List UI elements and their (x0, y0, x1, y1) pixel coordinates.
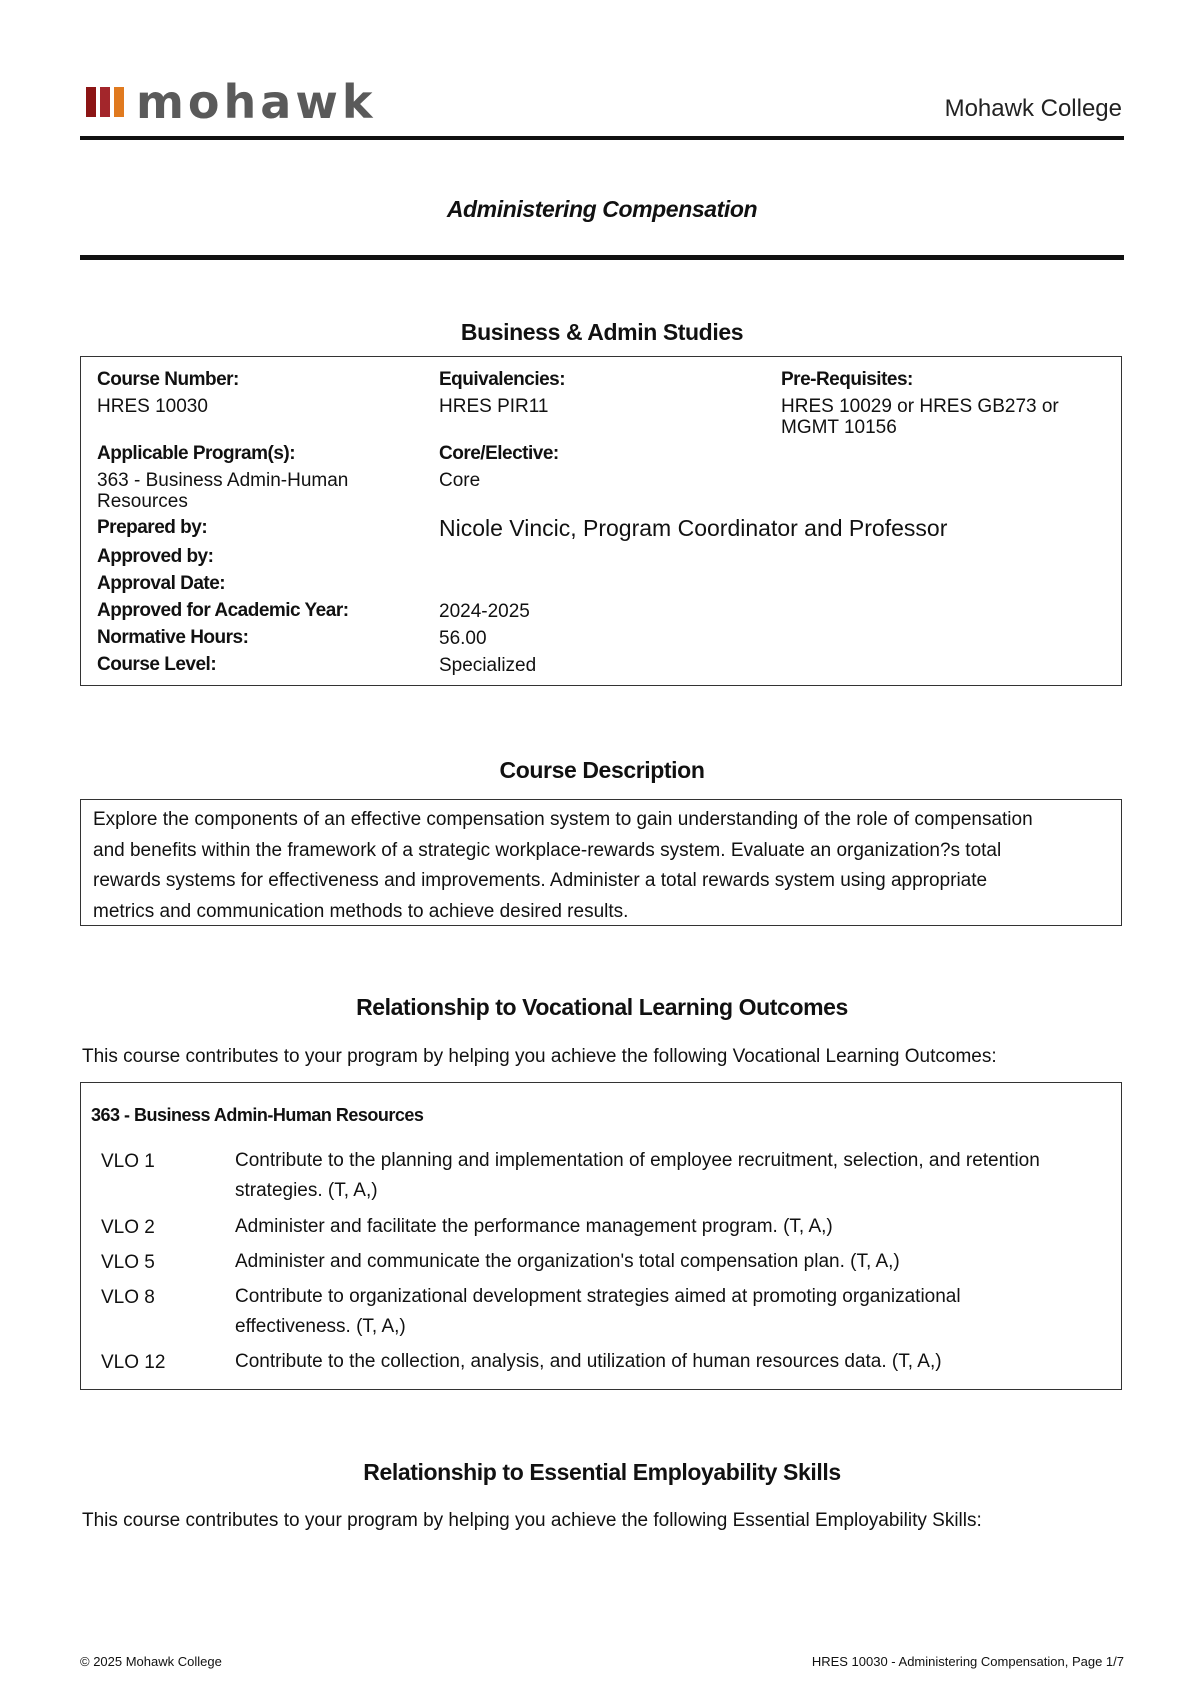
ees-intro: This course contributes to your program by helping you achieve the following Essential Employability Skills: (82, 1510, 982, 1531)
equivalencies-value: HRES PIR11 (439, 396, 549, 417)
course-description-heading: Course Description (499, 757, 705, 783)
core-elective-value: Core (439, 470, 481, 491)
org-name: Mohawk College (944, 95, 1122, 122)
programs-label: Applicable Program(s): (97, 443, 296, 464)
course-number-label: Course Number: (97, 369, 239, 390)
academic-year-value: 2024-2025 (439, 601, 530, 622)
vlo-text-line: Administer and communicate the organization's total compensation plan. (T, A,) (235, 1251, 900, 1272)
description-line: and benefits within the framework of a strategic workplace-rewards system. Evaluate an organization?s total (93, 839, 1002, 861)
vlo-text (235, 1347, 1105, 1377)
prerequisites-value-line1: HRES 10029 or HRES GB273 or (781, 396, 1059, 417)
vlo-text-line: effectiveness. (T, A,) (235, 1316, 406, 1337)
description-line: metrics and communication methods to achieve desired results. (93, 900, 629, 922)
vlo-text (235, 1282, 1105, 1342)
ees-heading: Relationship to Essential Employability Skills (363, 1459, 841, 1485)
logo-bar-1 (86, 87, 96, 117)
course-level-label: Course Level: (97, 654, 217, 675)
vlo-text-line: Contribute to the planning and implementation of employee recruitment, selection, and retention (235, 1150, 1040, 1171)
vlo-intro: This course contributes to your program by helping you achieve the following Vocational Learning Outcomes: (82, 1046, 997, 1067)
vlo-box (80, 1082, 1122, 1390)
course-number-value: HRES 10030 (97, 396, 208, 417)
vlo-text-line: Administer and facilitate the performance management program. (T, A,) (235, 1216, 833, 1237)
programs-value-line2: Resources (97, 491, 188, 512)
vlo-code: VLO 8 (101, 1287, 155, 1308)
prerequisites-value-line2: MGMT 10156 (781, 417, 897, 438)
prepared-by-label: Prepared by: (97, 517, 208, 538)
vlo-text (235, 1247, 1105, 1277)
programs-value-line1: 363 - Business Admin-Human (97, 470, 349, 491)
vlo-code: VLO 1 (101, 1151, 155, 1172)
vlo-code: VLO 12 (101, 1352, 166, 1373)
approval-date-label: Approval Date: (97, 573, 226, 594)
normative-hours-label: Normative Hours: (97, 627, 249, 648)
vlo-program-title: 363 - Business Admin-Human Resources (91, 1105, 424, 1125)
vlo-text-line: Contribute to organizational development strategies aimed at promoting organizational (235, 1286, 961, 1307)
course-level-value: Specialized (439, 655, 537, 676)
footer-copyright: © 2025 Mohawk College (80, 1654, 222, 1669)
mohawk-logo (86, 75, 377, 129)
approved-by-label: Approved by: (97, 546, 214, 567)
vlo-text (235, 1146, 1105, 1206)
vlo-text-line: strategies. (T, A,) (235, 1180, 378, 1201)
course-description-box (80, 799, 1122, 926)
vlo-text-line: Contribute to the collection, analysis, and utilization of human resources data. (T, A,) (235, 1351, 942, 1372)
course-title: Administering Compensation (446, 196, 758, 222)
logo-wordmark: mohawk (136, 75, 377, 129)
title-divider (80, 255, 1124, 260)
description-line: rewards systems for effectiveness and improvements. Administer a total rewards system using appropriate (93, 870, 988, 891)
vlo-text (235, 1212, 1105, 1242)
equivalencies-label: Equivalencies: (439, 369, 566, 390)
header-divider (80, 136, 1124, 140)
vlo-heading: Relationship to Vocational Learning Outcomes (356, 994, 848, 1020)
vlo-code: VLO 2 (101, 1217, 155, 1238)
logo-bar-2 (100, 87, 110, 117)
description-line: Explore the components of an effective compensation system to gain understanding of the role of compensation (93, 809, 1033, 830)
department-heading: Business & Admin Studies (460, 319, 744, 345)
vlo-code: VLO 5 (101, 1252, 155, 1273)
prepared-by-value: Nicole Vincic, Program Coordinator and Professor (439, 515, 948, 541)
course-info-box (80, 356, 1122, 686)
academic-year-label: Approved for Academic Year: (97, 600, 349, 621)
normative-hours-value: 56.00 (439, 628, 487, 649)
footer-page-info: HRES 10030 - Administering Compensation, Page 1/7 (811, 1654, 1124, 1669)
core-elective-label: Core/Elective: (439, 443, 559, 464)
prerequisites-label: Pre-Requisites: (781, 369, 913, 390)
logo-bar-3 (114, 87, 124, 117)
